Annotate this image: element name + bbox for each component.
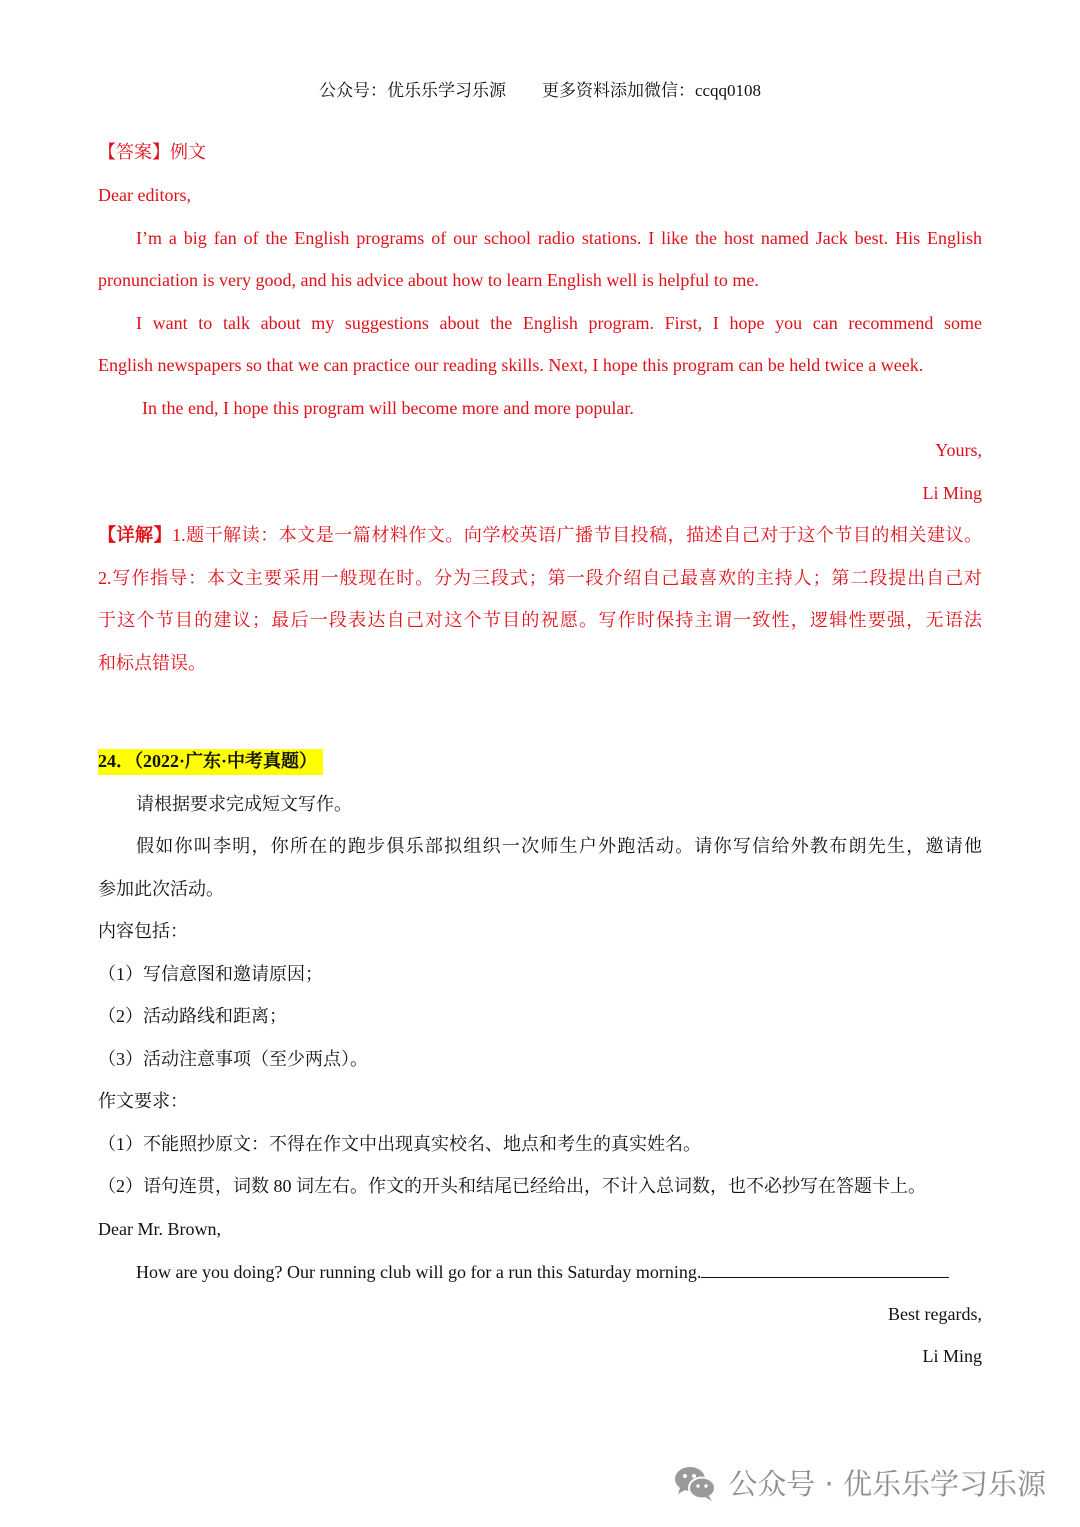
question-title-row xyxy=(98,749,982,773)
answer-closing: Yours, xyxy=(935,440,982,460)
letter-opening-row xyxy=(136,1259,982,1284)
watermark xyxy=(672,1462,1046,1503)
answer-p1-line1: I’m a big fan of the English programs of our school radio stations. I like the host named Jack best. His English xyxy=(136,228,982,248)
content-item: （2）活动路线和距离； xyxy=(98,1006,287,1026)
content-label: 内容包括： xyxy=(98,921,188,941)
explain-tag: 【详解】 xyxy=(98,525,173,545)
answer-tag-suffix: 例文 xyxy=(170,142,206,162)
answer-p3: In the end, I hope this program will become more and more popular. xyxy=(142,398,634,418)
answer-heading xyxy=(98,140,982,164)
requirement-item: （2）语句连贯，词数 80 词左右。作文的开头和结尾已经给出，不计入总词数，也不必抄写在答题卡上。 xyxy=(98,1176,926,1196)
letter-closing: Best regards, xyxy=(888,1304,982,1324)
page-header xyxy=(0,76,1080,101)
requirements-label: 作文要求： xyxy=(98,1091,188,1111)
letter-salutation: Dear Mr. Brown, xyxy=(98,1219,221,1239)
answer-salutation: Dear editors, xyxy=(98,185,191,205)
answer-signature: Li Ming xyxy=(922,483,982,503)
wechat-icon xyxy=(672,1463,718,1503)
content-item: （3）活动注意事项（至少两点）。 xyxy=(98,1049,368,1069)
question-instruction: 请根据要求完成短文写作。 xyxy=(136,794,352,814)
header-right: 更多资料添加微信：ccqq0108 xyxy=(541,81,762,100)
answer-blank[interactable] xyxy=(701,1259,949,1278)
header-left: 公众号：优乐乐学习乐源 xyxy=(318,81,506,100)
question-prompt-line2: 参加此次活动。 xyxy=(98,879,224,899)
question-title: 24．（2022·广东·中考真题） xyxy=(98,749,323,775)
explain-line4: 和标点错误。 xyxy=(98,653,206,673)
explain-line3: 于这个节目的建议；最后一段表达自己对这个节目的祝愿。写作时保持主谓一致性，逻辑性要强，无语法 xyxy=(98,610,982,630)
question-prompt-line1: 假如你叫李明，你所在的跑步俱乐部拟组织一次师生户外跑活动。请你写信给外教布朗先生，邀请他 xyxy=(136,836,982,856)
explain-line2: 2.写作指导：本文主要采用一般现在时。分为三段式；第一段介绍自己最喜欢的主持人；第二段提出自己对 xyxy=(98,568,982,588)
explain-line1-text: 1.题干解读：本文是一篇材料作文。向学校英语广播节目投稿，描述自己对于这个节目的相关建议。 xyxy=(172,525,983,545)
content-item: （1）写信意图和邀请原因； xyxy=(98,964,323,984)
watermark-text: 公众号 · 优乐乐学习乐源 xyxy=(728,1467,1046,1501)
requirement-item: （1）不能照抄原文：不得在作文中出现真实校名、地点和考生的真实姓名。 xyxy=(98,1134,701,1154)
answer-p2-line1: I want to talk about my suggestions about the English program. First, I hope you can recommend some xyxy=(136,313,982,333)
answer-p1-line2: pronunciation is very good, and his advice about how to learn English well is helpful to me. xyxy=(98,270,759,290)
answer-tag: 【答案】 xyxy=(98,142,170,162)
letter-opening: How are you doing? Our running club will go for a run this Saturday morning. xyxy=(136,1262,702,1282)
explain-line1 xyxy=(98,523,982,547)
letter-signature: Li Ming xyxy=(922,1346,982,1366)
answer-p2-line2: English newspapers so that we can practice our reading skills. Next, I hope this program can be held twice a week. xyxy=(98,355,924,375)
